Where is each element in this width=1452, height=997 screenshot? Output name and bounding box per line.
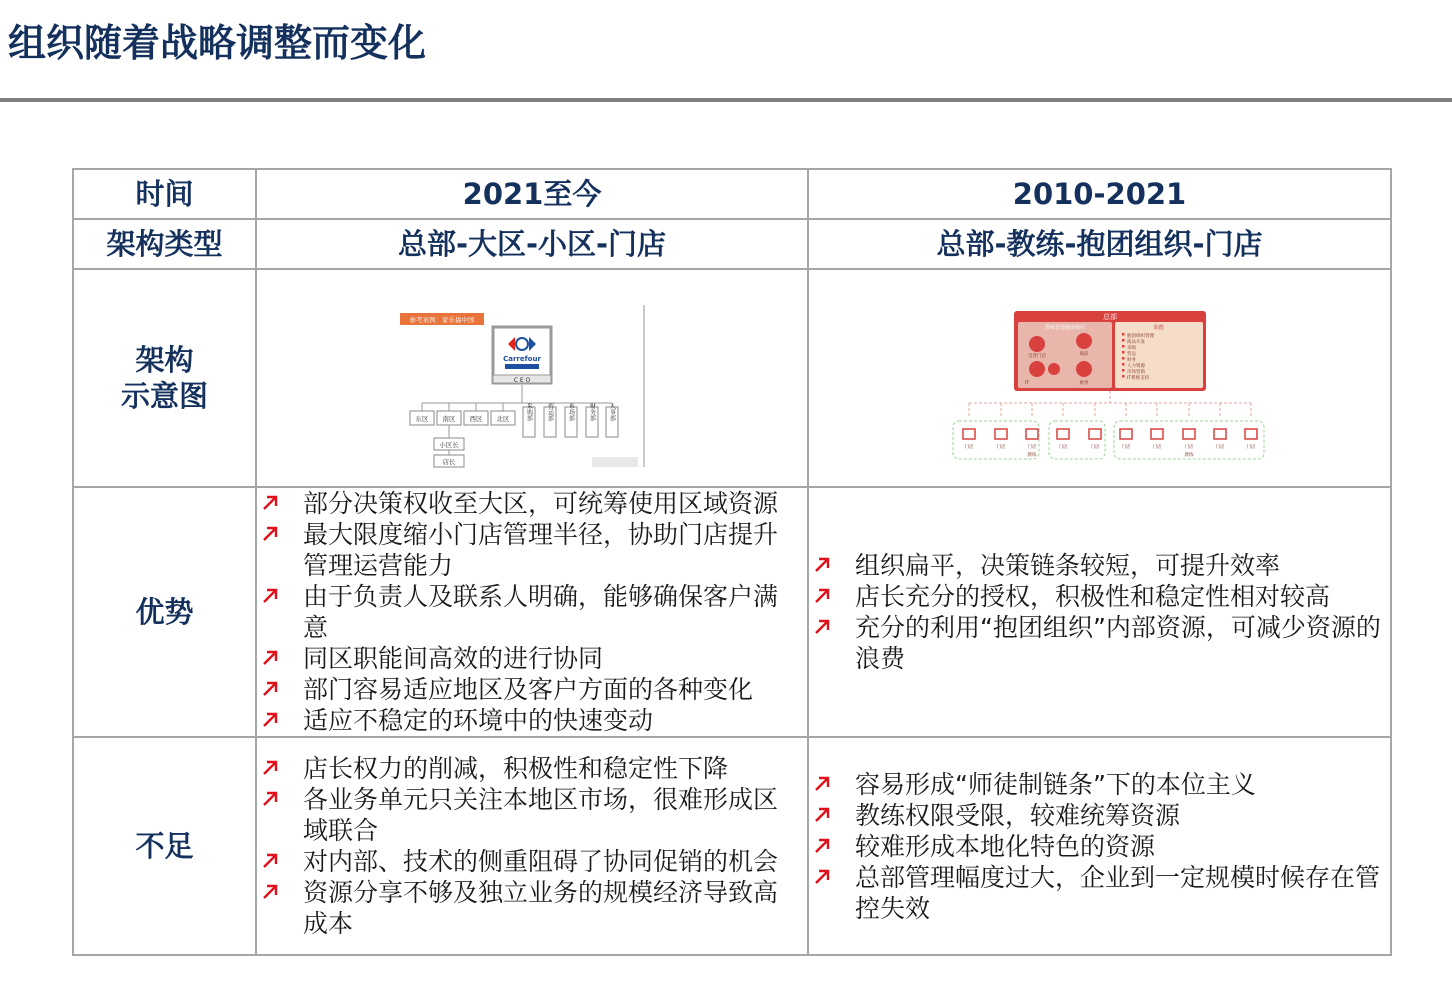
right-item-5: 财务 xyxy=(1127,358,1136,363)
arrow-up-right-icon xyxy=(811,554,833,576)
row-type xyxy=(73,219,1391,269)
store-icon xyxy=(1029,336,1045,352)
func-finance: 财务 xyxy=(1079,381,1089,386)
col-a-advantages-list xyxy=(257,488,807,736)
bullet-text: 适应不稳定的环境中的快速变动 xyxy=(303,706,654,735)
bullet-item xyxy=(855,581,1384,612)
ceo-label: C E O xyxy=(513,377,531,384)
bullet-item xyxy=(303,846,801,877)
store-icon-9 xyxy=(1214,429,1226,439)
bullet-item xyxy=(855,831,1384,862)
arrow-up-right-icon xyxy=(259,709,281,731)
bullet-item xyxy=(855,800,1384,831)
row-advantages-label: 优势 xyxy=(73,487,256,737)
bullet-text: 充分的利用“抱团组织”内部资源，可减少资源的浪费 xyxy=(855,613,1381,673)
arrow-up-right-icon xyxy=(259,647,281,669)
store-manager: 店长 xyxy=(442,458,456,466)
row-diagram xyxy=(73,269,1391,487)
bullet-item xyxy=(303,784,801,846)
right-item-6: 人力资源 xyxy=(1127,364,1145,369)
bullet-item xyxy=(303,753,801,784)
bullet-item xyxy=(855,612,1384,674)
brand-name: Carrefour xyxy=(503,355,541,363)
arrow-up-right-icon xyxy=(259,788,281,810)
arrow-up-right-icon xyxy=(811,585,833,607)
col-b-disadvantages xyxy=(808,737,1391,955)
store-icon-8 xyxy=(1183,429,1195,439)
dept-purchase: 采购部 xyxy=(525,403,533,421)
arrow-up-right-icon xyxy=(259,881,281,903)
func-it: IT xyxy=(1024,381,1030,386)
store-icon-5 xyxy=(1089,429,1101,439)
store-label-5: 门店 xyxy=(1090,445,1100,450)
function-box-title: 职能 xyxy=(1153,325,1165,331)
store-label-3: 门店 xyxy=(1027,445,1037,450)
col-a-disadvantages-list xyxy=(257,753,807,939)
bullet-item xyxy=(303,877,801,939)
store-label-9: 门店 xyxy=(1215,445,1225,450)
store-label-7: 门店 xyxy=(1152,445,1162,450)
bullet-item xyxy=(303,674,801,705)
dept-operation: 营运部 xyxy=(546,403,554,421)
col-b-disadvantages-list xyxy=(809,769,1390,924)
bullet-text: 店长充分的授权，积极性和稳定性相对较高 xyxy=(855,582,1331,611)
monitor-icon xyxy=(1048,363,1060,375)
title-divider xyxy=(0,98,1452,102)
col-b-advantages xyxy=(808,487,1391,737)
col-a-diagram-cell xyxy=(256,269,808,487)
store-label-2: 门店 xyxy=(996,445,1006,450)
bullet-item xyxy=(303,643,801,674)
bullet-text: 部分决策权收至大区，可统筹使用区域资源 xyxy=(303,489,779,518)
store-label-8: 门店 xyxy=(1184,445,1194,450)
arrow-up-right-icon xyxy=(259,850,281,872)
store-icon-4 xyxy=(1057,429,1069,439)
arrow-up-right-icon xyxy=(259,585,281,607)
col-a-structure-type: 总部-大区-小区-门店 xyxy=(256,219,808,269)
bullet-text: 资源分享不够及独立业务的规模经济导致高成本 xyxy=(303,878,779,938)
store-icon-10 xyxy=(1245,429,1257,439)
store-label-10: 门店 xyxy=(1246,445,1256,450)
row-time-label: 时间 xyxy=(73,169,256,219)
bullet-text: 较难形成本地化特色的资源 xyxy=(855,831,1156,861)
right-item-4: 营运 xyxy=(1127,352,1136,357)
col-a-period: 2021至今 xyxy=(256,169,808,219)
right-item-2: 商品开发 xyxy=(1127,340,1145,345)
bullet-text: 教练权限受限，较难统筹资源 xyxy=(855,800,1181,830)
comparison-table xyxy=(72,168,1392,956)
bullet-item xyxy=(855,862,1384,924)
bullet-text: 最大限度缩小门店管理半径，协助门店提升管理运营能力 xyxy=(303,520,779,580)
bullet-text: 同区职能间高效的进行协同 xyxy=(303,644,604,673)
bullet-item xyxy=(855,550,1384,581)
func-own-store: 自营门店 xyxy=(1028,354,1046,359)
sub-district-head: 小区长 xyxy=(439,441,459,449)
bullet-text: 容易形成“师徒制链条”下的本位主义 xyxy=(855,769,1256,799)
right-item-1: 抱团组织管理 xyxy=(1127,334,1154,339)
arrow-up-right-icon xyxy=(259,523,281,545)
row-advantages xyxy=(73,487,1391,737)
carrefour-org-chart xyxy=(257,271,807,485)
store-icon-2 xyxy=(995,429,1007,439)
arrow-up-right-icon xyxy=(811,804,833,826)
bullet-text: 店长权力的削减，积极性和稳定性下降 xyxy=(303,754,729,783)
row-diagram-label-line2: 示意图 xyxy=(120,379,208,413)
row-diagram-label xyxy=(73,269,256,487)
row-disadvantages xyxy=(73,737,1391,955)
bullet-text: 对内部、技术的侧重阻碍了协同促销的机会 xyxy=(303,847,779,876)
func-goods: 商品 xyxy=(1079,352,1089,357)
coach-label-2: 教练 xyxy=(1184,453,1194,458)
right-item-8: IT系统支持 xyxy=(1127,376,1150,381)
col-b-period: 2010-2021 xyxy=(808,169,1391,219)
arrow-up-right-icon xyxy=(259,757,281,779)
arrow-up-right-icon xyxy=(259,678,281,700)
col-a-disadvantages xyxy=(256,737,808,955)
row-time xyxy=(73,169,1391,219)
region-west: 西区 xyxy=(469,415,483,423)
bullet-item xyxy=(303,705,801,736)
store-label-6: 门店 xyxy=(1121,445,1131,450)
bullet-item xyxy=(303,488,801,519)
row-type-label: 架构类型 xyxy=(73,219,256,269)
arrow-up-right-icon xyxy=(259,492,281,514)
it-person-icon xyxy=(1029,361,1045,377)
store-icon-6 xyxy=(1120,429,1132,439)
coach-label-1: 教练 xyxy=(1027,453,1037,458)
coach-cluster-org-chart xyxy=(809,271,1390,485)
col-b-diagram-cell xyxy=(808,269,1391,487)
arrow-up-right-icon xyxy=(811,616,833,638)
dept-marketing: 市场部 xyxy=(567,403,575,421)
page-title: 组织随着战略调整而变化 xyxy=(8,21,427,65)
case-tag: 参考案例：家乐福中国 xyxy=(409,316,475,324)
bullet-text: 由于负责人及联系人明确，能够确保客户满意 xyxy=(303,582,779,642)
handshake-icon xyxy=(1076,333,1092,349)
arrow-up-right-icon xyxy=(811,835,833,857)
store-label-1: 门店 xyxy=(964,445,974,450)
region-east: 东区 xyxy=(415,415,429,423)
bullet-item xyxy=(303,519,801,581)
bullet-item xyxy=(303,581,801,643)
row-disadvantages-label: 不足 xyxy=(73,737,256,955)
store-icon-3 xyxy=(1026,429,1038,439)
region-north: 北区 xyxy=(496,415,510,423)
bullet-text: 部门容易适应地区及客户方面的各种变化 xyxy=(303,675,754,704)
bullet-item xyxy=(855,769,1384,800)
bullet-text: 各业务单元只关注本地区市场，很难形成区域联合 xyxy=(303,785,779,845)
row-diagram-label-line1: 架构 xyxy=(135,343,194,377)
coins-icon xyxy=(1076,361,1092,377)
right-item-3: 采购 xyxy=(1127,346,1136,351)
arrow-up-right-icon xyxy=(811,866,833,888)
store-icon-7 xyxy=(1151,429,1163,439)
right-item-7: 市场营销 xyxy=(1127,370,1145,375)
hq-label: 总部 xyxy=(1103,313,1117,321)
bullet-text: 总部管理幅度过大，企业到一定规模时候存在管控失效 xyxy=(855,862,1381,923)
col-b-structure-type: 总部-教练-抱团组织-门店 xyxy=(808,219,1391,269)
arrow-up-right-icon xyxy=(811,773,833,795)
bullet-text: 组织扁平，决策链条较短，可提升效率 xyxy=(855,551,1281,580)
col-a-advantages xyxy=(256,487,808,737)
store-label-4: 门店 xyxy=(1058,445,1068,450)
store-icon-1 xyxy=(963,429,975,439)
dept-finance: 财务部 xyxy=(588,403,596,421)
coach-box-title: 教练管理抱团组织 xyxy=(1044,325,1086,331)
col-b-advantages-list xyxy=(809,550,1390,674)
region-south: 南区 xyxy=(442,415,456,423)
dept-hr: 人事部 xyxy=(608,403,616,421)
